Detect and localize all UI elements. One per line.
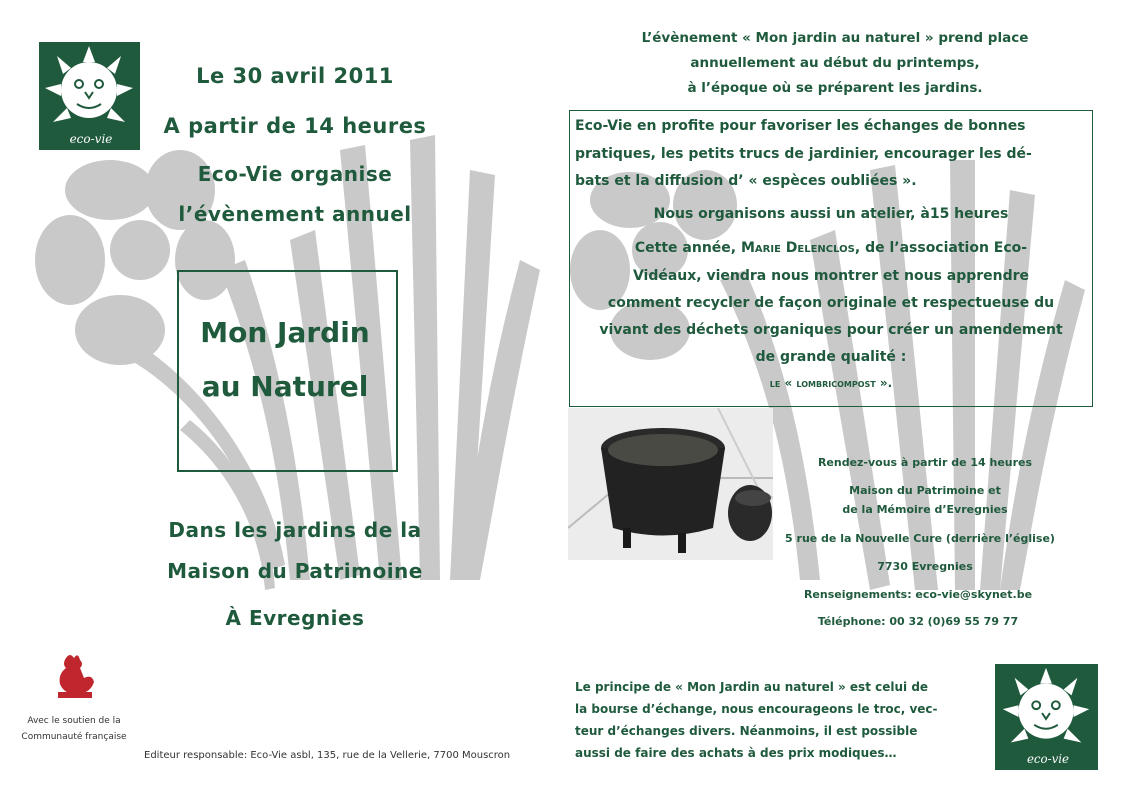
rdv-line: Rendez-vous à partir de 14 heures: [817, 456, 1033, 469]
principle-line-1: Le principe de « Mon Jardin au naturel » est celui de: [575, 680, 929, 694]
address-line-3: 5 rue de la Nouvelle Cure (derrière l’église): [785, 532, 1055, 545]
title-line-1: Mon Jardin: [200, 316, 370, 349]
intro-line-2: annuellement au début du printemps,: [690, 55, 980, 71]
principle-line-4: aussi de faire des achats à des prix modiques…: [575, 746, 897, 760]
box-p3-line2: Vidéaux, viendra nous montrer et nous apprendre: [632, 268, 1030, 284]
box-p3-line1: Cette année, Marie Delenclos, de l’association Eco-: [634, 240, 1028, 256]
svg-text:eco-vie: eco-vie: [1026, 752, 1069, 767]
eco-vie-logo-bottom: [995, 664, 1098, 770]
intro-line-3: à l’époque où se préparent les jardins.: [687, 80, 983, 96]
eco-vie-logo: [39, 42, 140, 150]
principle-line-3: teur d’échanges divers. Néanmoins, il est possible: [575, 724, 918, 738]
organizer-line: Eco-Vie organise: [197, 162, 393, 186]
box-p3-line4: vivant des déchets organiques pour créer un amendement: [599, 322, 1063, 338]
title-line-2: au Naturel: [201, 370, 369, 403]
address-line-4: 7730 Evregnies: [877, 560, 973, 573]
address-line-2: de la Mémoire d’Evregnies: [842, 503, 1008, 516]
box-p2: Nous organisons aussi un atelier, à15 heures: [653, 206, 1009, 222]
principle-line-2: la bourse d’échange, nous encourageons le troc, vec-: [575, 702, 938, 716]
box-p1-line1: Eco-Vie en profite pour favoriser les échanges de bonnes: [575, 118, 1026, 134]
support-line-1: Avec le soutien de la: [27, 716, 121, 726]
address-line-1: Maison du Patrimoine et: [849, 484, 1001, 497]
place-line-1: Dans les jardins de la: [168, 518, 422, 542]
place-line-3: À Evregnies: [225, 606, 365, 630]
support-line-2: Communauté française: [21, 732, 127, 742]
contact-phone: Téléphone: 00 32 (0)69 55 79 77: [817, 615, 1019, 628]
box-p1-line3: bats et la diffusion d’ « espèces oubliées ».: [575, 173, 917, 189]
event-line: l’évènement annuel: [178, 202, 412, 226]
contact-email: Renseignements: eco-vie@skynet.be: [803, 588, 1033, 601]
box-p3-line3: comment recycler de façon originale et respectueuse du: [607, 295, 1055, 311]
event-time: A partir de 14 heures: [163, 114, 427, 138]
box-p3-line6: le « lombricompost ».: [769, 376, 893, 390]
rooster-icon: [54, 652, 96, 700]
place-line-2: Maison du Patrimoine: [167, 559, 423, 583]
sun-face-icon: [39, 42, 140, 150]
sun-face-icon-bottom: [995, 664, 1098, 770]
compost-photo: [568, 408, 773, 560]
box-p1-line2: pratiques, les petits trucs de jardinier, encourager les dé-: [575, 146, 1032, 162]
intro-line-1: L’évènement « Mon jardin au naturel » prend place: [641, 30, 1029, 46]
svg-text:eco-vie: eco-vie: [69, 132, 113, 146]
editor-line: Editeur responsable: Eco-Vie asbl, 135, rue de la Vellerie, 7700 Mouscron: [144, 750, 511, 761]
event-date: Le 30 avril 2011: [196, 64, 394, 88]
box-p3-line5: de grande qualité :: [755, 349, 907, 365]
